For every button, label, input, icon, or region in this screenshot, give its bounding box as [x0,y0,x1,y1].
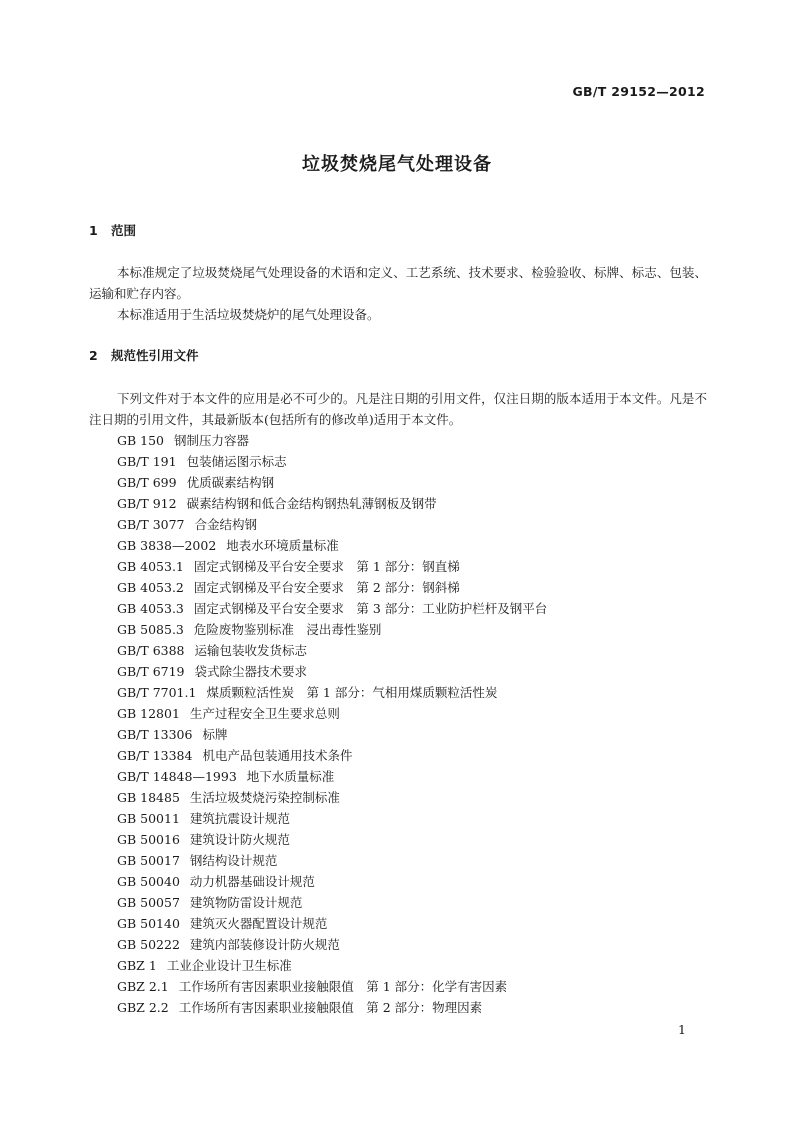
reference-title: 生产过程安全卫生要求总则 [189,706,340,721]
reference-item [117,997,547,1018]
reference-item [117,808,547,829]
reference-title: 包装储运图示标志 [186,454,287,469]
reference-title: 优质碳素结构钢 [186,475,275,490]
document-title: 垃圾焚烧尾气处理设备 [302,154,492,175]
section-title: 范围 [111,223,137,238]
reference-title: 建筑物防雷设计规范 [189,895,303,910]
reference-item [117,913,547,934]
reference-title: 建筑内部装修设计防火规范 [189,937,340,952]
reference-title: 建筑设计防火规范 [189,832,290,847]
reference-item [117,472,547,493]
reference-item [117,619,547,640]
reference-title: 固定式钢梯及平台安全要求 第 1 部分：钢直梯 [193,559,460,574]
reference-item [117,829,547,850]
reference-title: 钢制压力容器 [174,433,250,448]
reference-code: GB 50017 [117,853,180,868]
reference-item [117,535,547,556]
reference-title: 标牌 [202,727,228,742]
reference-title: 合金结构钢 [194,517,258,532]
reference-title: 建筑抗震设计规范 [189,811,290,826]
reference-title: 生活垃圾焚烧污染控制标准 [189,790,340,805]
reference-title: 袋式除尘器技术要求 [194,664,308,679]
reference-item [117,745,547,766]
reference-item [117,934,547,955]
reference-title: 钢结构设计规范 [189,853,278,868]
page-number: 1 [678,1022,686,1037]
reference-code: GB 18485 [117,790,180,805]
reference-item [117,514,547,535]
scope-paragraph-2: 本标准适用于生活垃圾焚烧炉的尾气处理设备。 [117,307,380,322]
reference-code: GB 4053.2 [117,580,184,595]
reference-item [117,598,547,619]
reference-code: GB 50140 [117,916,180,931]
reference-title: 固定式钢梯及平台安全要求 第 3 部分：工业防护栏杆及钢平台 [193,601,548,616]
reference-item [117,661,547,682]
reference-code: GB 3838—2002 [117,538,217,553]
reference-item [117,451,547,472]
reference-code: GB/T 6388 [117,643,185,658]
reference-code: GB 50011 [117,811,180,826]
reference-code: GB 4053.1 [117,559,184,574]
reference-title: 地表水环境质量标准 [226,538,339,553]
reference-code: GB 50040 [117,874,180,889]
reference-title: 危险废物鉴别标准 浸出毒性鉴别 [193,622,382,637]
reference-item [117,493,547,514]
reference-code: GB/T 699 [117,475,177,490]
reference-title: 工作场所有害因素职业接触限值 第 1 部分：化学有害因素 [178,979,508,994]
reference-item [117,871,547,892]
reference-code: GB/T 191 [117,454,177,469]
reference-code: GB 5085.3 [117,622,184,637]
reference-title: 煤质颗粒活性炭 第 1 部分：气相用煤质颗粒活性炭 [206,685,498,700]
reference-code: GB/T 3077 [117,517,185,532]
reference-item [117,955,547,976]
reference-item [117,640,547,661]
reference-item [117,850,547,871]
reference-title: 地下水质量标准 [246,769,335,784]
reference-code: GB 50057 [117,895,180,910]
section-number: 2 [89,348,98,363]
reference-code: GB 12801 [117,706,180,721]
reference-code: GB/T 14848—1993 [117,769,237,784]
reference-title: 建筑灭火器配置设计规范 [189,916,328,931]
reference-item [117,787,547,808]
reference-code: GB/T 6719 [117,664,185,679]
reference-item [117,556,547,577]
reference-item [117,682,547,703]
reference-title: 碳素结构钢和低合金结构钢热轧薄钢板及钢带 [186,496,437,511]
section-1-heading [89,221,136,239]
reference-list [117,430,547,1018]
standard-number: GB/T 29152—2012 [572,84,705,99]
reference-code: GBZ 2.2 [117,1000,169,1015]
reference-item [117,892,547,913]
reference-code: GB/T 7701.1 [117,685,197,700]
reference-item [117,724,547,745]
reference-code: GB 50222 [117,937,180,952]
reference-title: 固定式钢梯及平台安全要求 第 2 部分：钢斜梯 [193,580,460,595]
reference-code: GBZ 2.1 [117,979,169,994]
reference-title: 工业企业设计卫生标准 [166,958,292,973]
normative-references-intro: 下列文件对于本文件的应用是必不可少的。凡是注日期的引用文件，仅注日期的版本适用于本文件。凡是不注日期的引用文件，其最新版本(包括所有的修改单)适用于本文件。 [89,391,707,427]
reference-code: GB/T 912 [117,496,177,511]
reference-title: 工作场所有害因素职业接触限值 第 2 部分：物理因素 [178,1000,483,1015]
reference-item [117,703,547,724]
reference-code: GBZ 1 [117,958,157,973]
reference-code: GB 150 [117,433,165,448]
reference-code: GB/T 13306 [117,727,193,742]
reference-title: 动力机器基础设计规范 [189,874,315,889]
scope-paragraph-1: 本标准规定了垃圾焚烧尾气处理设备的术语和定义、工艺系统、技术要求、检验验收、标牌、标志、包装、运输和贮存内容。 [89,265,707,301]
section-title: 规范性引用文件 [111,348,199,363]
reference-item [117,577,547,598]
reference-code: GB/T 13384 [117,748,193,763]
reference-item [117,430,547,451]
reference-code: GB 4053.3 [117,601,184,616]
reference-title: 运输包装收发货标志 [194,643,308,658]
section-2-heading [89,346,199,364]
section-number: 1 [89,223,98,238]
reference-item [117,766,547,787]
reference-item [117,976,547,997]
reference-code: GB 50016 [117,832,180,847]
reference-title: 机电产品包装通用技术条件 [202,748,353,763]
